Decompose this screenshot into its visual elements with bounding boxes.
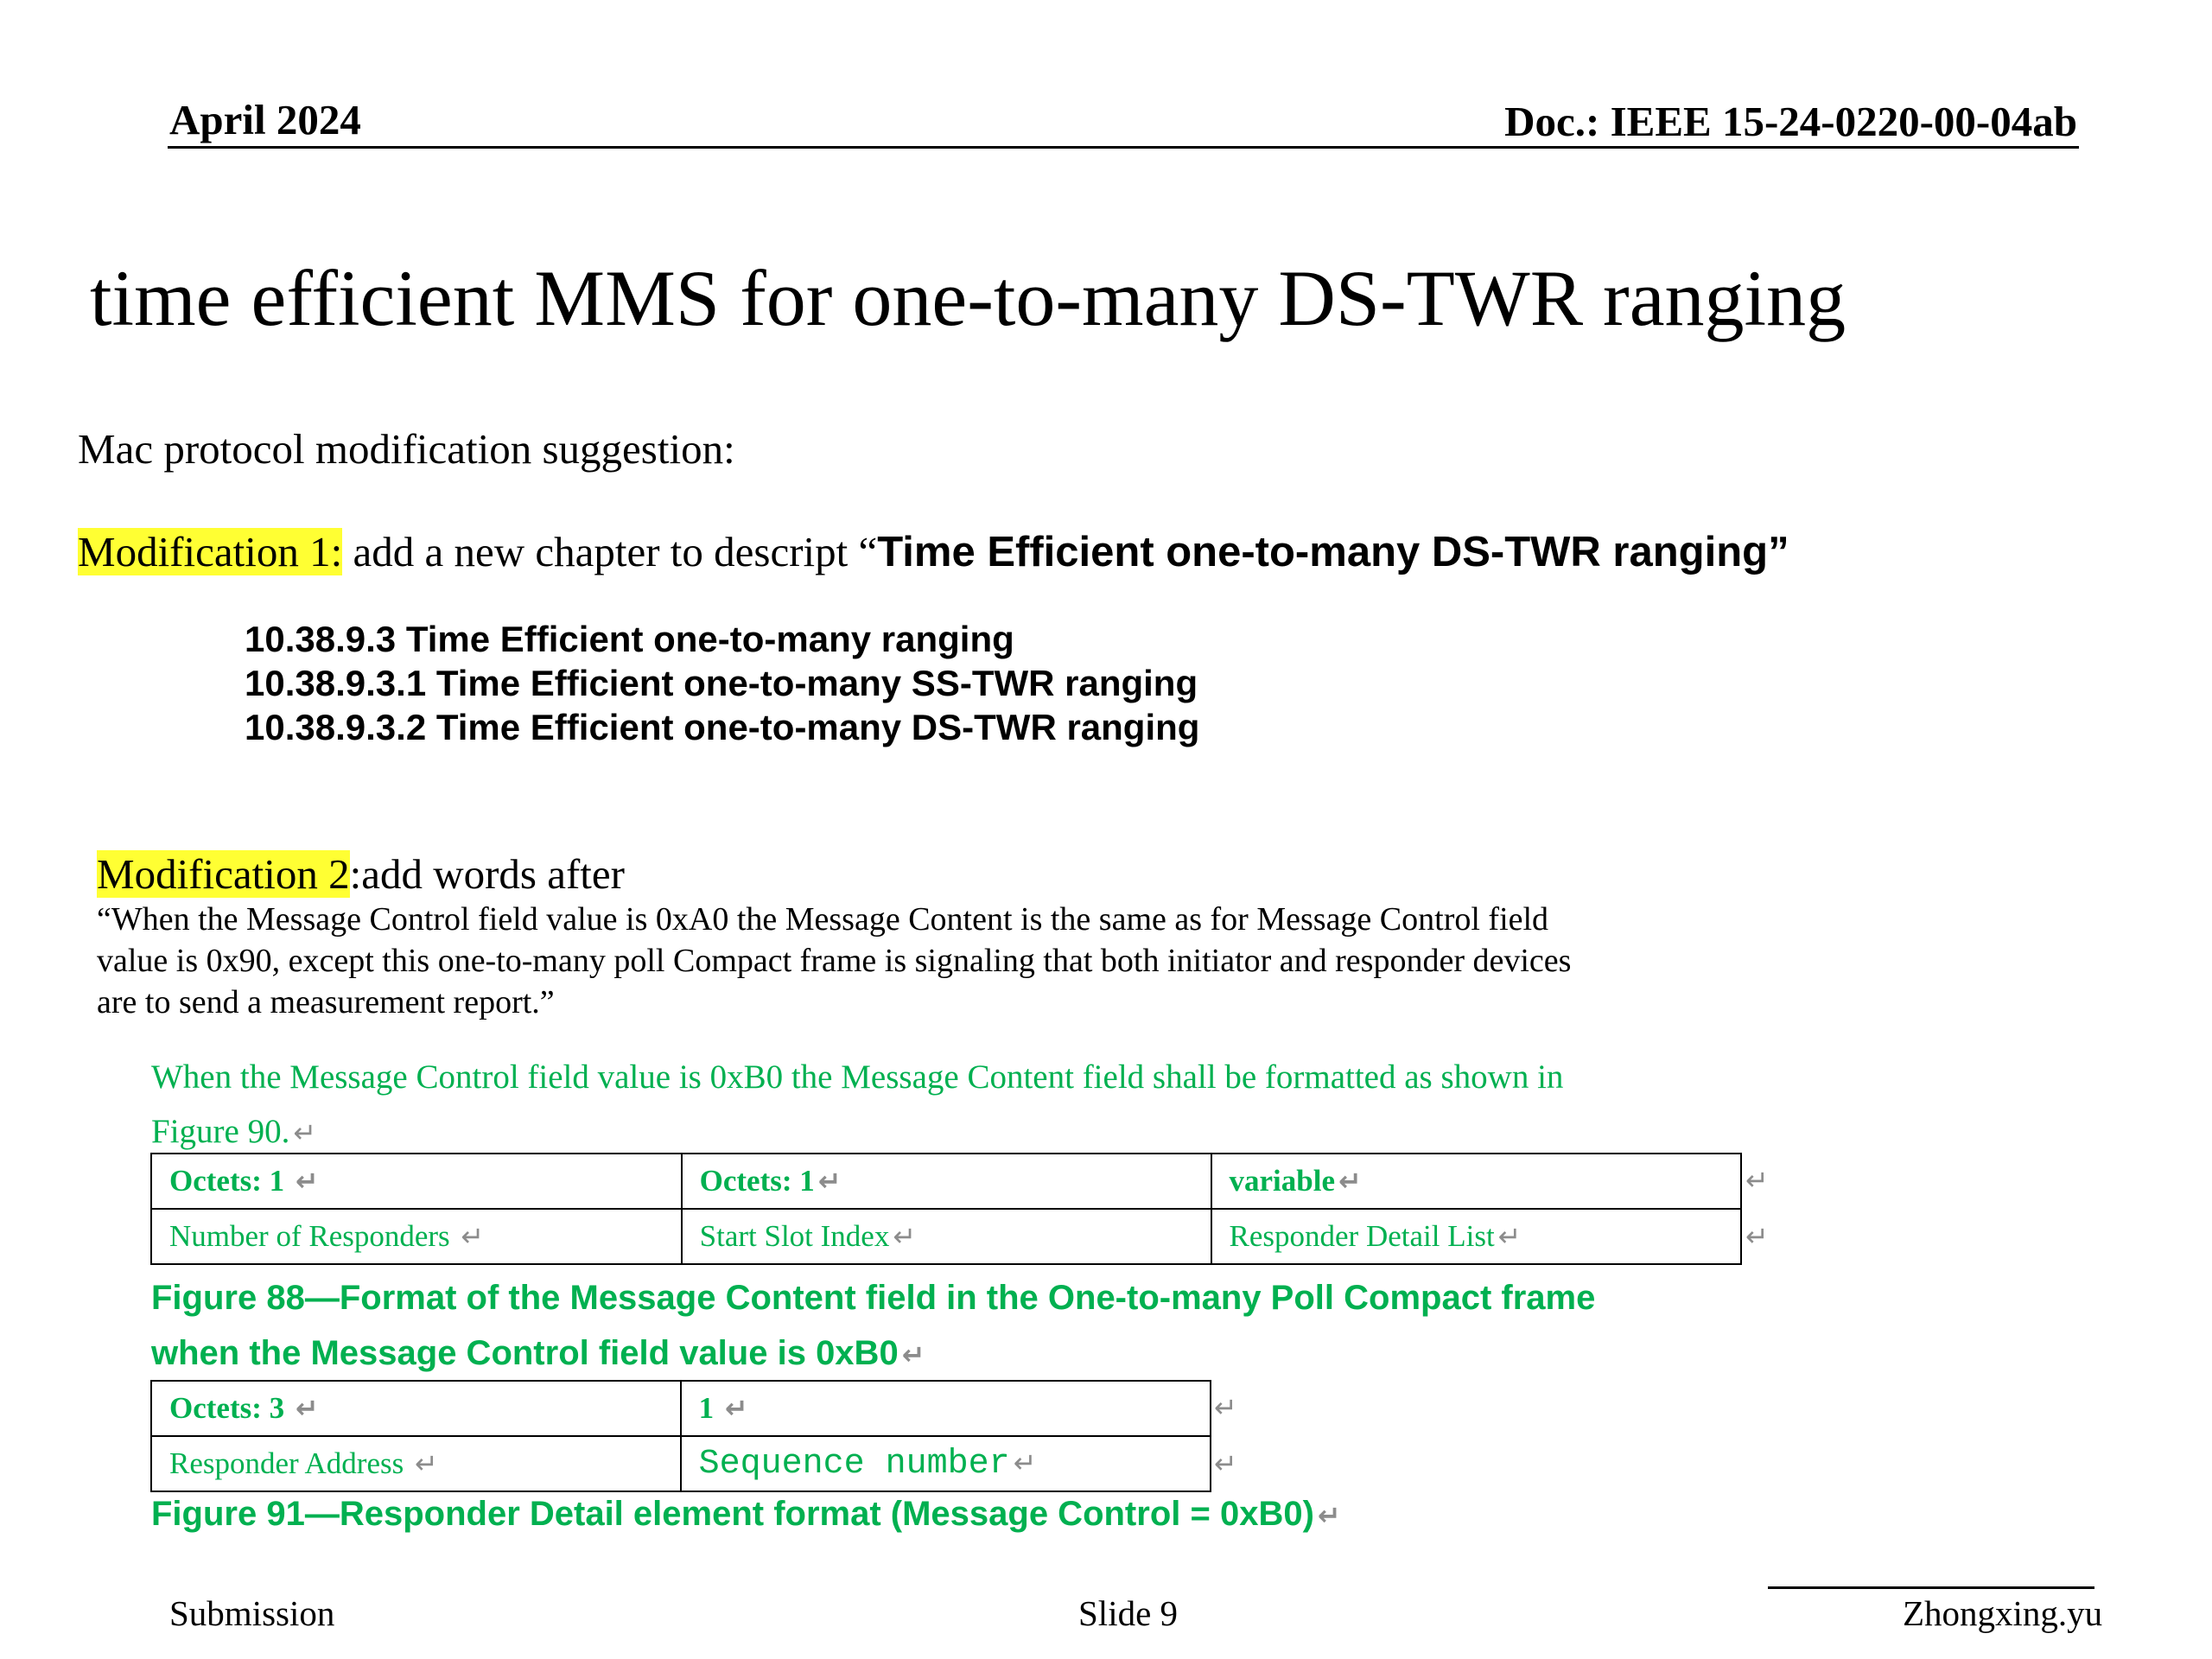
responder-detail-table (150, 1380, 1211, 1492)
return-mark-icon: ↵ (295, 1392, 319, 1425)
table-cell: Responder Address ↵ (151, 1436, 681, 1491)
modification-2 (97, 849, 625, 899)
modification-1-bold-text: Time Efficient one-to-many DS-TWR ranging” (877, 529, 1789, 575)
return-mark-icon: ↵ (1214, 1447, 1237, 1480)
table-cell: Number of Responders ↵ (151, 1209, 682, 1264)
table-row (151, 1381, 1211, 1436)
header-date: April 2024 (169, 96, 361, 143)
figure-91-caption: Figure 91—Responder Detail element format (Message Control = 0xB0) ↵ (151, 1495, 1341, 1533)
table-cell: variable ↵ (1211, 1154, 1741, 1209)
table-cell: 1 ↵ (681, 1381, 1211, 1436)
modification-1-label: Modification 1: (78, 528, 343, 575)
modification-1 (78, 527, 1789, 576)
chapter-list (245, 617, 1199, 749)
return-mark-icon: ↵ (817, 1165, 842, 1198)
chapter-item: 10.38.9.3.2 Time Efficient one-to-many DS-TWR ranging (245, 707, 1200, 747)
header-doc-id: Doc.: IEEE 15-24-0220-00-04ab (1504, 98, 2077, 145)
return-mark-icon: ↵ (293, 1116, 317, 1149)
return-mark-icon: ↵ (1338, 1165, 1362, 1198)
message-content-table (150, 1153, 1742, 1265)
table-cell: Octets: 1 ↵ (682, 1154, 1211, 1209)
return-mark-icon: ↵ (1745, 1164, 1769, 1197)
footer-submission: Submission (169, 1593, 335, 1633)
chapter-item: 10.38.9.3 Time Efficient one-to-many ranging (245, 619, 1014, 659)
return-mark-icon: ↵ (1745, 1220, 1769, 1253)
return-mark-icon: ↵ (295, 1165, 319, 1198)
footer-author: Zhongxing.yu (1903, 1593, 2103, 1633)
figure-88-caption: Figure 88—Format of the Message Content field in the One-to-many Poll Compact frame when the Message Control field value is 0xB0 ↵ (151, 1279, 1596, 1372)
modification-2-text: :add words after (349, 850, 625, 898)
table-cell: Octets: 1 ↵ (151, 1154, 682, 1209)
return-mark-icon: ↵ (1214, 1391, 1237, 1424)
return-mark-icon: ↵ (461, 1220, 485, 1253)
table-row (151, 1209, 1741, 1264)
return-mark-icon: ↵ (893, 1220, 917, 1253)
spec-paragraph (151, 1050, 1637, 1160)
return-mark-icon: ↵ (1013, 1446, 1037, 1479)
modification-2-quote: “When the Message Control field value is 0xA0 the Message Content is the same as for Message Control field value is 0x90, except this one-to-many poll Compact frame is signaling that both initiator and responder devices are to send a measurement report.” (97, 901, 1572, 1020)
return-mark-icon: ↵ (1497, 1220, 1522, 1253)
table-cell: Responder Detail List ↵ (1211, 1209, 1741, 1264)
table-row (151, 1154, 1741, 1209)
table-cell: Octets: 3 ↵ (151, 1381, 681, 1436)
table-cell: Sequence number ↵ (681, 1436, 1211, 1491)
table-cell: Start Slot Index ↵ (682, 1209, 1211, 1264)
return-mark-icon: ↵ (414, 1447, 438, 1480)
spec-paragraph-text: When the Message Control field value is 0xB0 the Message Content field shall be formatted as shown in Figure 90. (151, 1058, 1564, 1150)
return-mark-icon: ↵ (1317, 1499, 1341, 1532)
modification-2-label: Modification 2 (97, 850, 350, 898)
modification-1-text: add a new chapter to descript “ (342, 528, 878, 575)
return-mark-icon: ↵ (724, 1392, 748, 1425)
slide-title: time efficient MMS for one-to-many DS-TWR ranging (90, 254, 1847, 342)
footer-slide-number: Slide 9 (1078, 1593, 1179, 1633)
table-row (151, 1436, 1211, 1491)
return-mark-icon: ↵ (901, 1338, 925, 1371)
chapter-item: 10.38.9.3.1 Time Efficient one-to-many SS-TWR ranging (245, 663, 1198, 703)
intro-text: Mac protocol modification suggestion: (78, 425, 735, 473)
header-rule (168, 146, 2079, 149)
footer-rule (1768, 1586, 2094, 1589)
